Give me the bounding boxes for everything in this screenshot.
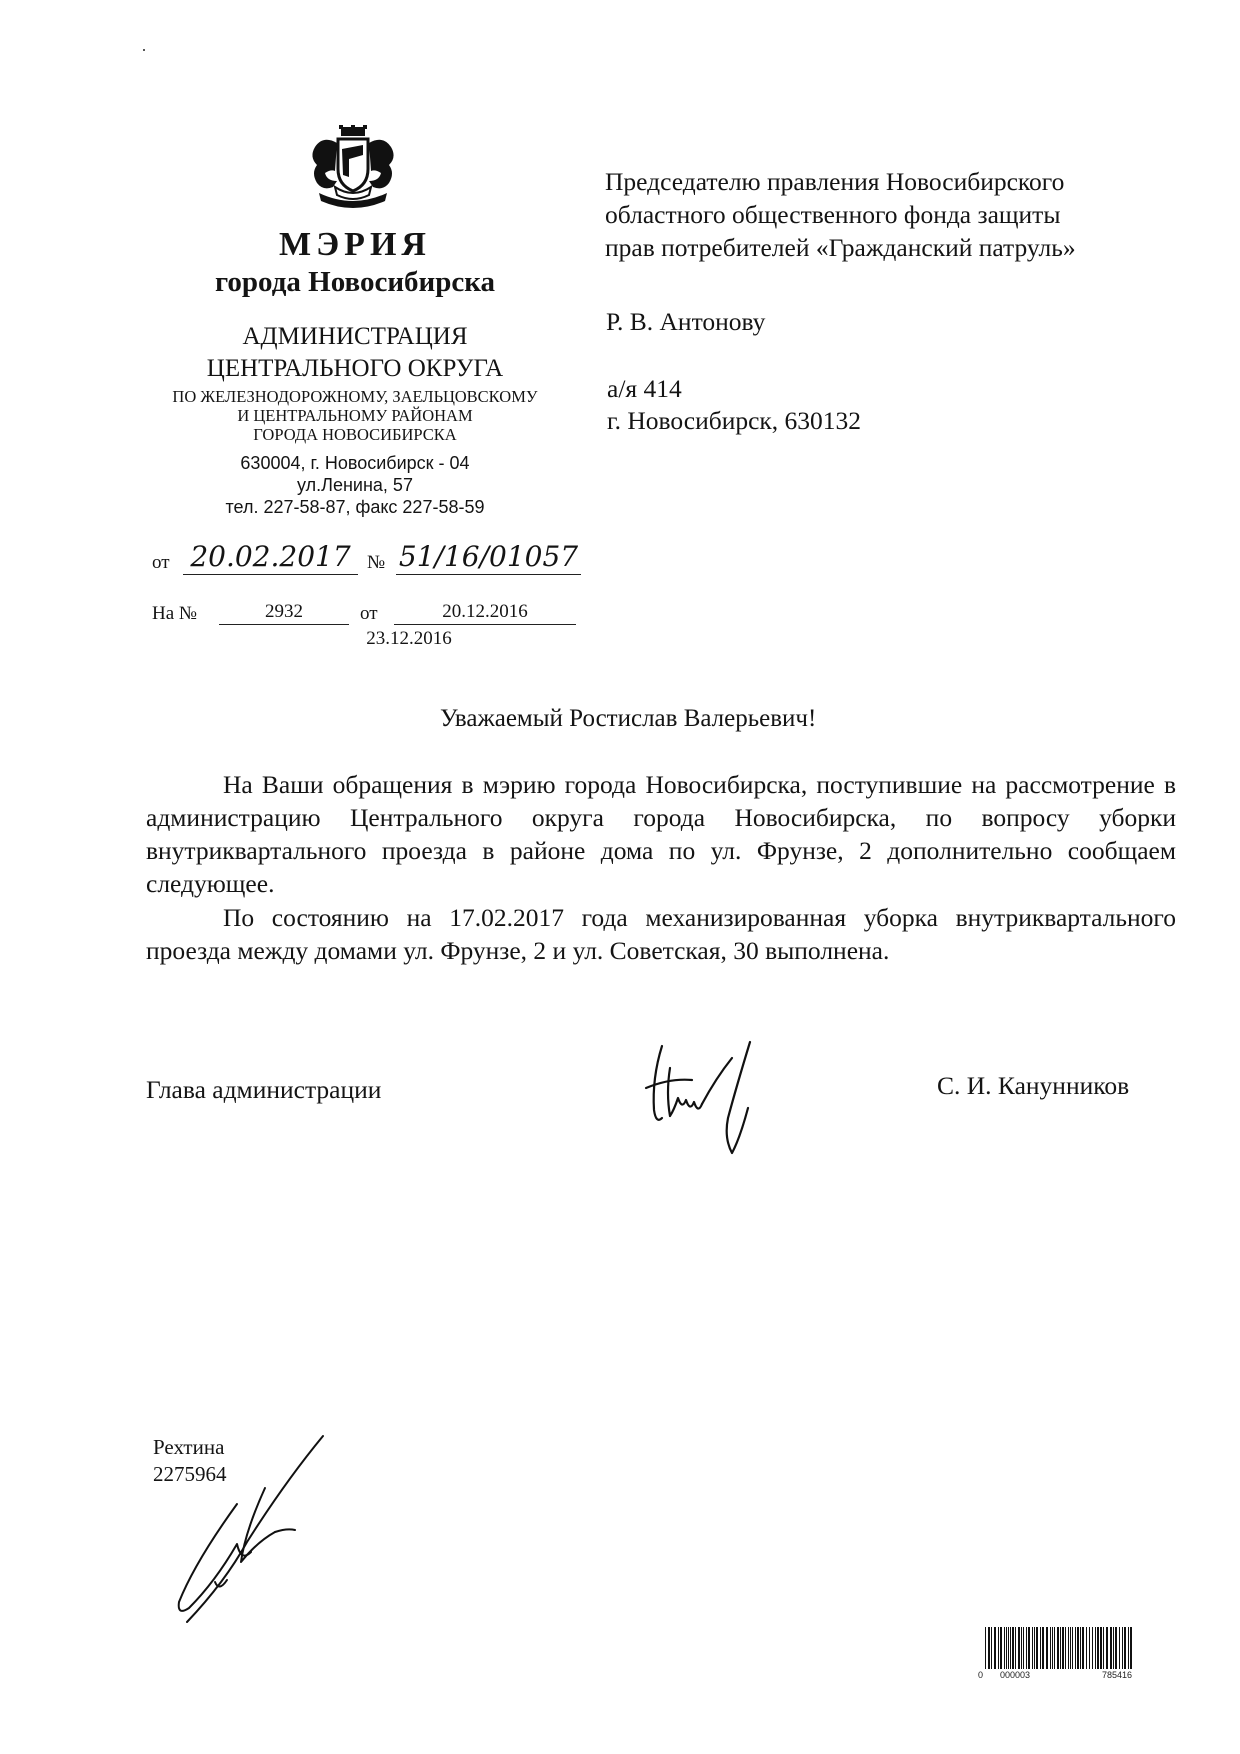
barcode-bar <box>1008 1627 1009 1669</box>
barcode-bar <box>1077 1627 1079 1669</box>
barcode-bar <box>1034 1627 1035 1669</box>
barcode-bar <box>1097 1627 1099 1669</box>
barcode-bar <box>1095 1627 1096 1669</box>
salutation-text: Уважаемый Ростислав Валерьевич! <box>440 705 817 732</box>
barcode-bar <box>1065 1627 1066 1669</box>
barcode-bar <box>1015 1627 1016 1669</box>
reference-number: 2932 <box>219 600 349 625</box>
letterhead-city: города Новосибирска <box>214 266 496 298</box>
letterhead-address <box>150 452 560 518</box>
barcode-bar <box>1110 1627 1112 1669</box>
reference-date-second: 23.12.2016 <box>366 628 452 649</box>
barcode-bar <box>1000 1627 1002 1669</box>
barcode-bar <box>1004 1627 1005 1669</box>
barcode-bar <box>1070 1627 1071 1669</box>
letter-body <box>146 768 1176 967</box>
barcode-number-right: 785416 <box>1102 1670 1133 1680</box>
barcode-bar <box>988 1627 990 1669</box>
barcode-icon <box>985 1627 1135 1671</box>
scan-dot <box>143 49 145 51</box>
barcode-bar <box>1018 1627 1020 1669</box>
outgoing-number-label: № <box>367 552 386 573</box>
executor-phone: 2275964 <box>153 1462 227 1486</box>
barcode-bar <box>998 1627 999 1669</box>
barcode-bar <box>1124 1627 1126 1669</box>
recipient-city: г. Новосибирск, 630132 <box>607 406 862 435</box>
signature-icon <box>640 1038 770 1158</box>
address-line: ул.Ленина, 57 <box>297 475 413 495</box>
outgoing-date-label: от <box>152 552 170 573</box>
barcode-bar <box>1010 1627 1011 1669</box>
barcode-bar <box>1062 1627 1064 1669</box>
districts-line: И ЦЕНТРАЛЬНОМУ РАЙОНАМ <box>237 406 473 425</box>
body-paragraph: По состоянию на 17.02.2017 года механизированная уборка внутриквартального проезда между домами ул. Фрунзе, 2 и ул. Советская, 30 выполнена. <box>146 903 1176 965</box>
signatory-name: С. И. Канунников <box>937 1071 1130 1100</box>
barcode-bar <box>1092 1627 1093 1669</box>
barcode-bar <box>1115 1627 1117 1669</box>
reference-date: 20.12.2016 <box>394 600 576 625</box>
districts-line: ГОРОДА НОВОСИБИРСКА <box>253 425 457 444</box>
barcode-bar <box>1122 1627 1123 1669</box>
barcode-bar <box>1050 1627 1051 1669</box>
barcode-bar <box>994 1627 996 1669</box>
letterhead-district: ЦЕНТРАЛЬНОГО ОКРУГА <box>206 355 504 382</box>
body-paragraph: На Ваши обращения в мэрию города Новосибирска, поступившие на рассмотрение в администрацию Центрального округа города Новосибирска, по вопросу уборки внутриквартального проезда в районе дома по ул. Фрунзе, 2 дополнительно сообщаем следующее. <box>146 770 1176 898</box>
recipient-name: Р. В. Антонову <box>606 307 766 336</box>
districts-line: ПО ЖЕЛЕЗНОДОРОЖНОМУ, ЗАЕЛЬЦОВСКОМУ <box>172 387 538 406</box>
barcode-bar <box>1106 1627 1108 1669</box>
barcode-bar <box>1072 1627 1073 1669</box>
barcode-bar <box>1042 1627 1044 1669</box>
address-line: 630004, г. Новосибирск - 04 <box>240 453 470 473</box>
recipient-line: прав потребителей «Гражданский патруль» <box>605 233 1076 262</box>
barcode-bar <box>1086 1627 1087 1669</box>
barcode-bar <box>1082 1627 1084 1669</box>
barcode-number-left: 000003 <box>1000 1670 1031 1680</box>
barcode-prefix: 0 <box>978 1670 984 1680</box>
barcode-bar <box>1080 1627 1081 1669</box>
barcode-bar <box>991 1627 992 1669</box>
barcode-bar <box>1128 1627 1129 1669</box>
barcode-bar <box>1021 1627 1022 1669</box>
coat-of-arms-icon <box>305 125 401 215</box>
recipient-line: областного общественного фонда защиты <box>605 200 1061 229</box>
barcode-bar <box>1006 1627 1007 1669</box>
signatory-position: Глава администрации <box>146 1075 382 1104</box>
barcode-bar <box>1103 1627 1104 1669</box>
phone-line: тел. 227-58-87, факс 227-58-59 <box>225 497 485 517</box>
barcode-bar <box>1052 1627 1053 1669</box>
barcode-bar <box>1040 1627 1041 1669</box>
barcode-bar <box>1130 1627 1132 1669</box>
barcode-bar <box>1012 1627 1014 1669</box>
barcode-bar <box>1046 1627 1048 1669</box>
barcode-bar <box>1032 1627 1033 1669</box>
barcode-bar <box>1036 1627 1038 1669</box>
executor-signature-icon <box>175 1432 335 1627</box>
outgoing-number: 51/16/01057 <box>396 540 581 575</box>
barcode-bar <box>1026 1627 1027 1669</box>
barcode-bar <box>1119 1627 1120 1669</box>
letterhead-administration: АДМИНИСТРАЦИЯ <box>242 323 468 350</box>
barcode-bar <box>1113 1627 1114 1669</box>
barcode-bar <box>1068 1627 1069 1669</box>
letterhead-title: МЭРИЯ <box>279 226 431 263</box>
barcode-bar <box>985 1627 986 1669</box>
barcode-bar <box>1075 1627 1076 1669</box>
barcode-bar <box>1089 1627 1090 1669</box>
reference-label: На № <box>152 603 198 624</box>
barcode-bar <box>1023 1627 1024 1669</box>
letterhead-districts <box>145 387 565 444</box>
barcode-bar <box>1054 1627 1055 1669</box>
barcode-bar <box>1028 1627 1030 1669</box>
barcode-bar <box>1060 1627 1061 1669</box>
executor-name: Рехтина <box>153 1435 225 1459</box>
recipient-line: Председателю правления Новосибирского <box>605 167 1065 196</box>
outgoing-date: 20.02.2017 <box>183 540 358 575</box>
recipient-block <box>605 165 1165 264</box>
reference-date-label: от <box>360 603 378 624</box>
recipient-postbox: а/я 414 <box>607 374 682 403</box>
barcode-bar <box>1057 1627 1059 1669</box>
barcode-bar <box>1100 1627 1102 1669</box>
